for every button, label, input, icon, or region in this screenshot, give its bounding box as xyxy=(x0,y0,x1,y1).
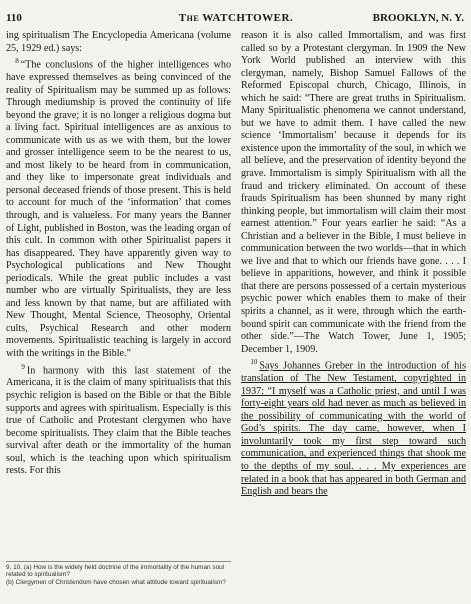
study-questions-footnote xyxy=(6,561,231,586)
intro-text: ing spiritualism The Encyclopedia Americana (volume 25, 1929 ed.) says: xyxy=(6,30,231,54)
paragraph-10 xyxy=(241,356,466,498)
paragraph-9-continued: reason it is also called Immortalism, and was first called so by a Protestant clergyman. In 1909 the New York World published an interview with this clergyman, namely, Bishop Samuel Fallows of the Reformed Episcopal church, Chicago, Illinois, in which he said: “There are great truths in Spiritualism. Many Spiritualistic phenomena we cannot understand, but we have to admit them. I have called the new science ‘Immortalism’ because it depends for its existence upon the immortality of the soul, in which we all believe, and the preservation of identity beyond the grave. Immortalism is simply Spiritualism with all the fraud and trickery eliminated. On account of these frauds Spiritualism has been shunned by many right thinking people, but immortalism will claim their most earnest attention.” Four years earlier he said: “As a Christian and a believer in the Bible, I must believe in communication between the two worlds—that in which we live and that to which our friends have gone. . . . I believe in apparitions, however, and think it possible that there are persons possessed of a certain mysterious psychic power which enables them to make of their spirits a channel, as it were, through which the earth-bound spirit can communicate with the friend from the other side.”—The Watch Tower, June 1, 1905; December 1, 1909. xyxy=(241,30,466,355)
footnote-question-a: 9, 10. (a) How is the widely held doctrine of the immortality of the human soul related to spiritualism? xyxy=(6,564,225,579)
page-number: 110 xyxy=(6,12,22,24)
paragraph-number-10: 10 xyxy=(250,358,258,367)
left-column xyxy=(6,30,231,478)
quote-text: “The conclusions of the higher intelligences who have expressed themselves as being convinced of the reality of Spiritualism may be summed up as follows: Through mediumship is proved the continuity of life beyond the grave; it is no longer a religious dogma but a living fact. Spiritual intelligences are as anxious to communicate with us as we with them, but the lower and grosser intelligence seem to be the nearest to us, and most likely to be heard from in communication, and they like to impersonate great individuals and personal deceased friends of those present. This is held to account for much of the ‘information’ that comes through, and is valueless. For many years the Banner of Light, published in Boston, was the leading organ of this cult. In common with other Spiritualist papers it has disappeared. They have apparently given way to Psychological publications and New Thought periodicals. While the great public includes a vast number who are virtually Spiritualists, they are less and less known by that name, but are affiliated with New Thought, Mental Science, Theosophy, Oriental cults, Psychical Research and other modern movements. Spiritualistic teaching is largely in accord with the writings in the Bible.” xyxy=(6,59,231,360)
right-column xyxy=(241,30,466,499)
page-header xyxy=(6,12,464,28)
paragraph-number-9: 9 xyxy=(21,362,25,371)
publication-location: BROOKLYN, N. Y. xyxy=(372,12,464,24)
paragraph-9-text: In harmony with this last statement of the Americana, it is the claim of many spiritualists that this psychic religion is based on the Bible or that the Bible supports and agrees with spiritualism. Especially is this true of Catholic and Protestant clergymen who have become spiritualists. They claim that the Bible teaches survival after death or the immortality of the human soul, which is the teaching upon which spiritualism rests. For this xyxy=(6,364,231,477)
underlined-greber-quote: Says Johannes Greber in the introduction of his translation of The New Testament, copyrighted in 1937: “I myself was a Catholic priest, and until I was forty-eight years old had never as much as believed in the possibility of communicating with the world of God’s spirits. The day came, however, when I involuntarily took my first step toward such communication, and experienced things that shook me to the depths of my soul. . . . My experiences are related in a book that has appeared in both German and English and bears the xyxy=(241,360,467,498)
encyclopedia-quote xyxy=(6,55,231,360)
footnote-question-b: (b) Clergymen of Christendom have chosen what attitude toward spiritualism? xyxy=(6,578,226,586)
paragraph-9 xyxy=(6,361,231,478)
magazine-title: The WATCHTOWER. xyxy=(178,12,294,24)
paragraph-number-8: 8 xyxy=(15,57,19,66)
